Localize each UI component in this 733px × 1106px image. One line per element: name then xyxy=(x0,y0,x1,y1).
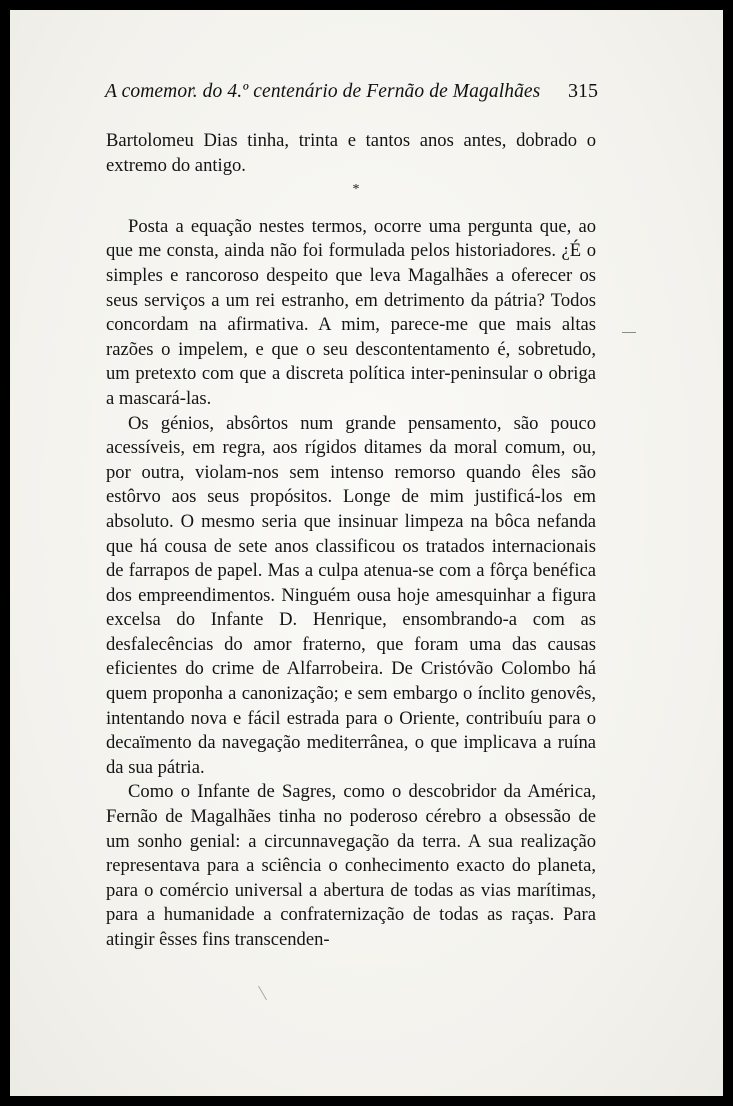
section-spacer xyxy=(106,203,596,215)
scan-speck xyxy=(258,986,267,1000)
book-page xyxy=(10,10,723,1096)
scan-speck xyxy=(193,86,194,94)
page-number: 315 xyxy=(568,80,598,102)
paragraph-1: Posta a equação nestes termos, ocorre uma pergunta que, ao que me consta, ainda não foi formulada pelos historiadores. ¿É o simples e rancoroso despeito que leva Magalhães a oferecer os seus serviços a um rei estranho, em detrimento da pátria? Todos concordam na afirmativa. A mim, parece-me que mais altas razões o impelem, e que o seu descontentamento é, sobretudo, um pretexto com que a discreta política inter-peninsular o obriga a mascará-las. xyxy=(106,215,596,409)
header-title: A comemor. do 4.º centenário de Fernão de Magalhães xyxy=(105,81,541,102)
running-header xyxy=(105,80,598,116)
scan-speck xyxy=(622,332,636,333)
paragraph-3: Como o Infante de Sagres, como o descobridor da América, Fernão de Magalhães tinha no poderoso cérebro a obsessão de um sonho genial: a circunnavegação da terra. A sua realização representava para a sciência o conhecimento exacto do planeta, para o comércio universal a abertura de todas as vias marítimas, para a humanidade a confraternização de todas as raças. Para atingir êsses fins transcenden- xyxy=(106,781,596,950)
continuation-paragraph: Bartolomeu Dias tinha, trinta e tantos anos antes, dobrado o extremo do antigo. xyxy=(106,130,596,176)
paragraph-2: Os génios, absôrtos num grande pensamento, são pouco acessíveis, em regra, aos rígidos ditames da moral comum, ou, por outra, violam-nos sem intenso remorso quando êles são estôrvo aos seus propósitos. Longe de mim justificá-los em absoluto. O mesmo seria que insinuar limpeza na bôca nefanda que há cousa de sete anos classificou os tratados internacionais de farrapos de papel. Mas a culpa atenua-se com a fôrça benéfica dos empreendimentos. Ninguém ousa hoje amesquinhar a figura excelsa do Infante D. Henrique, ensombrando-a com as desfalecências do amor fraterno, que foram uma das causas eficientes do crime de Alfarrobeira. De Cristóvão Colombo há quem proponha a canonização; e sem embargo o ínclito genovês, intentando nova e fácil estrada para o Oriente, contribuíu para o decaïmento da navegação mediterrânea, o que implicava a ruína da sua pátria. xyxy=(106,412,596,778)
section-ornament: * xyxy=(352,182,360,198)
body-text xyxy=(106,129,596,953)
